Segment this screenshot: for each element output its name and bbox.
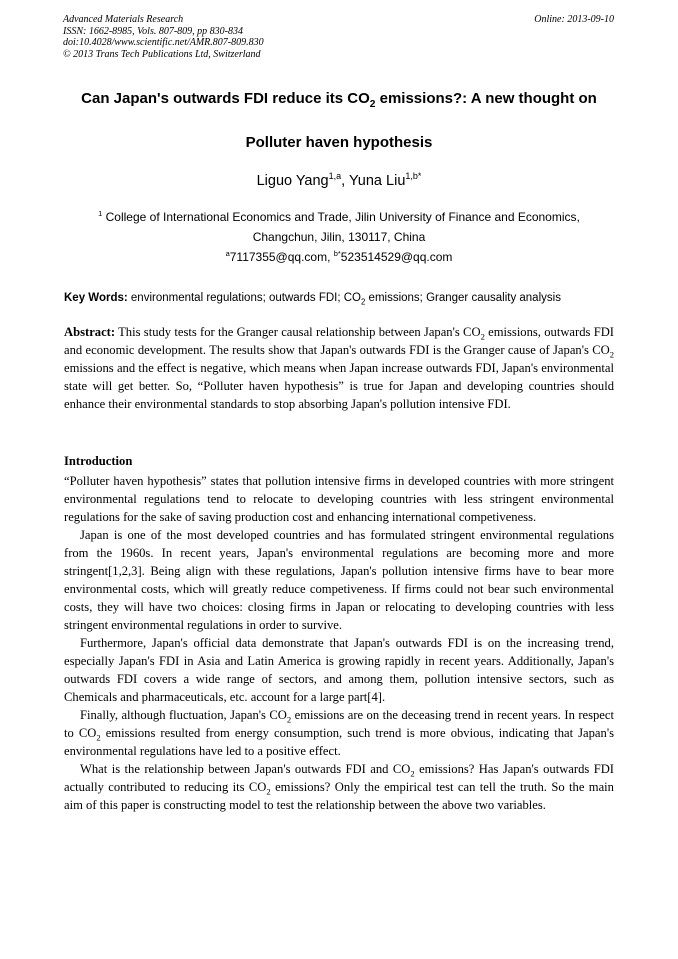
abstract: Abstract: This study tests for the Granger causal relationship between Japan's $CO_2$ emissions, outwards FDI and economic development. The results show that Japan's outwards FDI is the Granger cause of Japan's $CO_2$ emissions and the effect is negative, which means when Japan increase outwards FDI, Japan's environmental state will get better. So, “Polluter haven hypothesis” is true for Japan and developing countries should enhance their environmental standards to stop absorbing Japan's pollution intensive FDI. bbox=[64, 325, 614, 411]
paragraph-3: Furthermore, Japan's official data demonstrate that Japan's outwards FDI is on the increasing trend, especially Japan's FDI in Asia and Latin America is growing rapidly in recent years. Additionally, Japan's outwards FDI covers a wide range of sectors, and among them, pollution intensive sectors, such as Chemicals and pharmaceuticals, etc. account for a large part[4]. bbox=[64, 636, 614, 704]
paper-title-line-2: Polluter haven hypothesis bbox=[245, 134, 433, 151]
introduction-body bbox=[64, 472, 614, 814]
keywords: Key Words: environmental regulations; outwards FDI; $CO_2$ emissions; Granger causality analysis bbox=[64, 292, 561, 307]
authors: Liguo Yang$^{1,a}$, Yuna Liu$^{1,b*}$ bbox=[256, 171, 422, 189]
paragraph-2: Japan is one of the most developed countries and has formulated stringent environmental regulations from the 1960s. In recent years, Japan's environmental regulations are becoming more and more stringent[1,2,3]. Being align with these regulations, Japan's pollution intensive firms have to bear more environmental costs, which will greatly reduce competiveness. If firms could not bear such environmental costs, they will have two choices: closing firms in Japan or relocating to developing countries with less stringent environmental regulations in order to survive. bbox=[64, 528, 614, 632]
email-b: 523514529@qq.com bbox=[340, 250, 453, 264]
affiliation: $^1$ College of International Economics and Trade, Jilin University of Finance and Economics, Changchun, Jilin, 130117, China bbox=[98, 209, 580, 244]
copyright: © 2013 Trans Tech Publications Ltd, Switzerland bbox=[63, 48, 261, 60]
section-heading-introduction: Introduction bbox=[64, 454, 133, 468]
abstract-label: Abstract: bbox=[64, 325, 116, 339]
issn: ISSN: 1662-8985, Vols. 807-809, pp 830-834 bbox=[63, 25, 243, 37]
paragraph-4: Finally, although fluctuation, Japan's $CO_2$ emissions are on the deceasing trend in recent years. In respect to $CO_2$ emissions resulted from energy consumption, such trend is more obvious, indicating that Japan's environmental regulations have led to a positive effect. bbox=[64, 708, 614, 758]
online-date: Online: 2013-09-10 bbox=[534, 14, 614, 25]
paragraph-1: “Polluter haven hypothesis” states that pollution intensive firms in developed countries with more stringent environmental regulations tend to relocate to developing countries with less stringent environmental regulations for the sake of saving production cost and enhancing international competiveness. bbox=[64, 474, 614, 524]
paragraph-5: What is the relationship between Japan's outwards FDI and $CO_2$ emissions? Has Japan's outwards FDI actually contributed to reducing its $CO_2$ emissions? Only the empirical test can tell the truth. So the main aim of this paper is constructing model to test the relationship between the above two variables. bbox=[64, 762, 614, 812]
author-1: Liguo Yang bbox=[256, 173, 329, 189]
author-emails: $^a$7117355@qq.com, $^{b*}$523514529@qq.com bbox=[225, 249, 453, 264]
doi: doi:10.4028/www.scientific.net/AMR.807-809.830 bbox=[63, 37, 264, 49]
email-a: 7117355@qq.com bbox=[229, 250, 328, 264]
journal-name: Advanced Materials Research bbox=[63, 14, 184, 25]
journal-header bbox=[63, 14, 264, 60]
paper-title-line-1: Can Japan's outwards FDI reduce its $CO_2$ emissions?: A new thought on bbox=[81, 90, 597, 110]
author-2: Yuna Liu bbox=[348, 173, 406, 189]
keywords-label: Key Words: bbox=[64, 292, 128, 304]
